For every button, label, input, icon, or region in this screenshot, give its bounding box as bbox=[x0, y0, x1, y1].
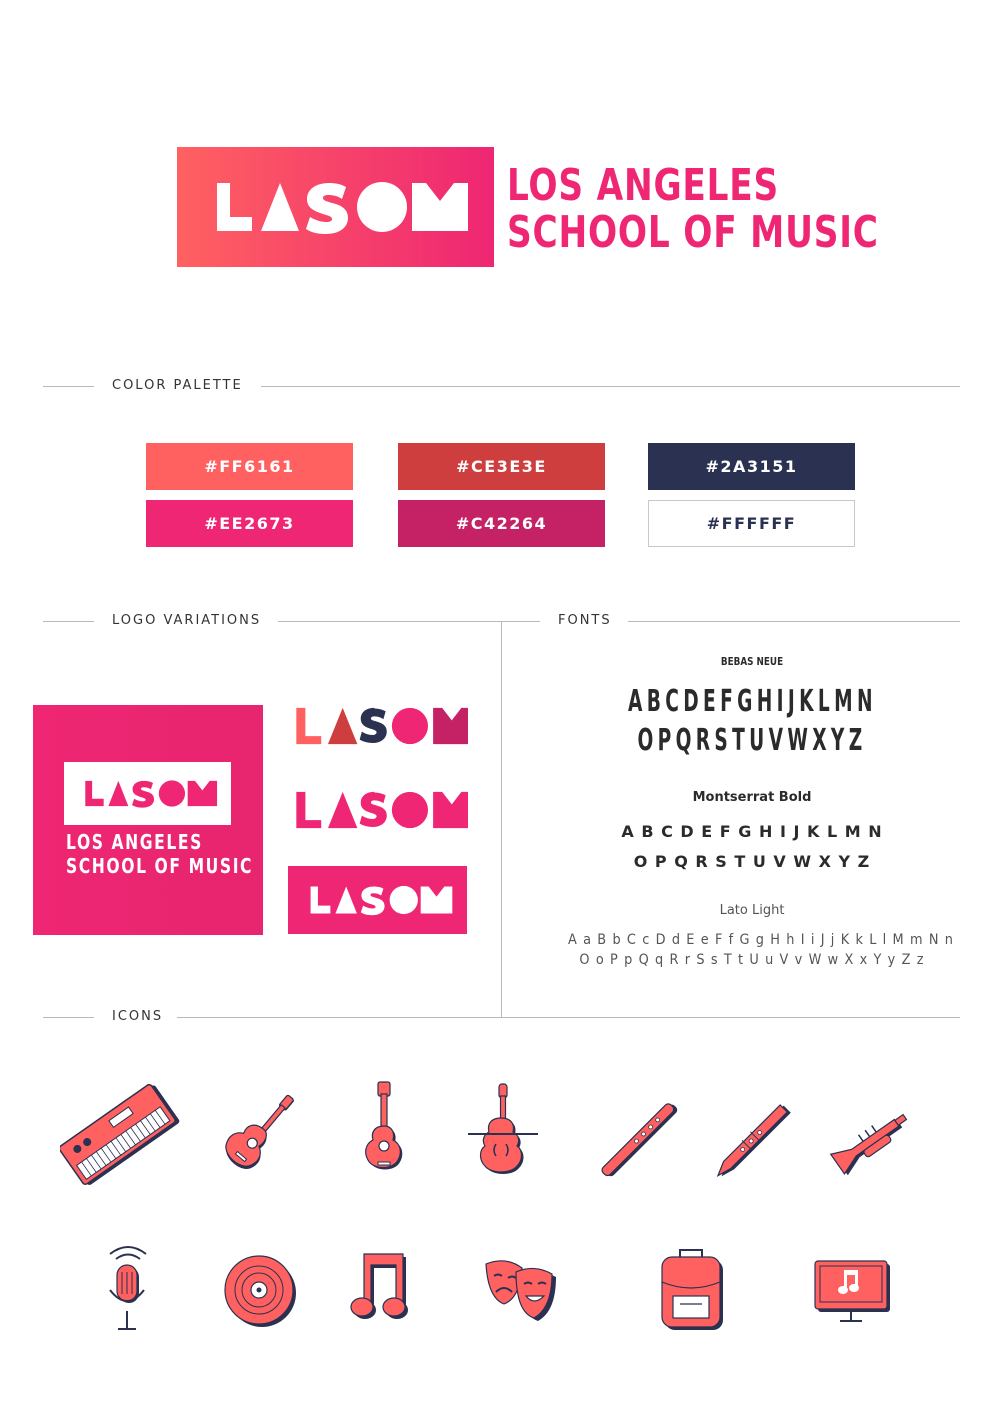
swatch-label: #2A3151 bbox=[705, 457, 798, 476]
swatch-label: #EE2673 bbox=[204, 514, 295, 533]
font-sample-bebas-line1: ABCDEFGHIJKLMN bbox=[628, 684, 877, 719]
swatch-label: #CE3E3E bbox=[456, 457, 547, 476]
section-title-icons: ICONS bbox=[112, 1009, 164, 1024]
trumpet-icon bbox=[824, 1092, 920, 1188]
logo-variation-square bbox=[33, 705, 263, 935]
hero-wordmark bbox=[177, 147, 494, 267]
microphone-icon bbox=[100, 1244, 156, 1334]
clarinet-icon bbox=[710, 1096, 798, 1186]
swatch-ffffff bbox=[648, 500, 855, 547]
keyboard-icon bbox=[60, 1076, 184, 1196]
backpack-icon bbox=[656, 1246, 728, 1332]
swatch-label: #FFFFFF bbox=[706, 514, 797, 533]
font-sample-lato-line2: O o P p Q q R r S s T t U u V v W w X x Y y Z z bbox=[579, 952, 925, 968]
logo-variation-square-name bbox=[66, 830, 254, 878]
font-sample-montserrat-line2: O P Q R S T U V W X Y Z bbox=[633, 852, 871, 871]
section-title-fonts: FONTS bbox=[558, 613, 612, 628]
vinyl-record-icon bbox=[220, 1250, 300, 1330]
swatch-ee2673 bbox=[146, 500, 353, 547]
section-rule-left bbox=[43, 1017, 94, 1018]
font-sample-lato-line1: A a B b C c D d E e F f G g H h I i J j K k L l M m N n bbox=[568, 932, 955, 948]
logo-variation-square-wordmark-box bbox=[64, 762, 231, 825]
swatch-label: #FF6161 bbox=[204, 457, 295, 476]
font-name-lato: Lato Light bbox=[719, 903, 785, 918]
hero-name-line2: SCHOOL OF MUSIC bbox=[507, 207, 879, 258]
logo-variation-pink bbox=[288, 784, 468, 836]
hero-name-line1: LOS ANGELES bbox=[507, 160, 780, 211]
section-title-logo-variations: LOGO VARIATIONS bbox=[112, 613, 262, 628]
section-rule-right bbox=[628, 621, 960, 622]
logo-variation-multicolor bbox=[288, 700, 468, 752]
logo-variation-square-wordmark bbox=[64, 762, 231, 825]
section-title-color-palette: COLOR PALETTE bbox=[112, 378, 243, 393]
computer-music-icon bbox=[812, 1258, 892, 1328]
font-sample-montserrat-line1: A B C D E F G H I J K L M N bbox=[621, 822, 883, 841]
acoustic-guitar-icon bbox=[210, 1084, 310, 1184]
swatch-2a3151 bbox=[648, 443, 855, 490]
font-name-bebas: BEBAS NEUE bbox=[720, 655, 784, 668]
font-name-montserrat: Montserrat Bold bbox=[692, 790, 812, 805]
ukulele-icon bbox=[356, 1080, 412, 1184]
hero-logo-block bbox=[177, 147, 494, 267]
swatch-ce3e3e bbox=[398, 443, 605, 490]
music-note-icon bbox=[348, 1250, 418, 1324]
section-rule-left bbox=[43, 386, 94, 387]
square-name-line1: LOS ANGELES bbox=[66, 830, 203, 854]
section-rule-right bbox=[261, 386, 960, 387]
violin-icon bbox=[466, 1082, 540, 1186]
column-divider bbox=[501, 621, 502, 1018]
logo-variation-boxed-wordmark bbox=[288, 866, 467, 934]
theater-masks-icon bbox=[480, 1254, 560, 1328]
hero-school-name bbox=[507, 162, 879, 256]
font-sample-bebas-line2: OPQRSTUVWXYZ bbox=[637, 723, 867, 758]
flute-icon bbox=[596, 1094, 684, 1184]
swatch-c42264 bbox=[398, 500, 605, 547]
section-rule-left bbox=[43, 621, 94, 622]
square-name-line2: SCHOOL OF MUSIC bbox=[66, 854, 254, 878]
logo-variation-boxed bbox=[288, 866, 467, 934]
swatch-label: #C42264 bbox=[455, 514, 548, 533]
section-rule-right bbox=[177, 1017, 960, 1018]
swatch-ff6161 bbox=[146, 443, 353, 490]
